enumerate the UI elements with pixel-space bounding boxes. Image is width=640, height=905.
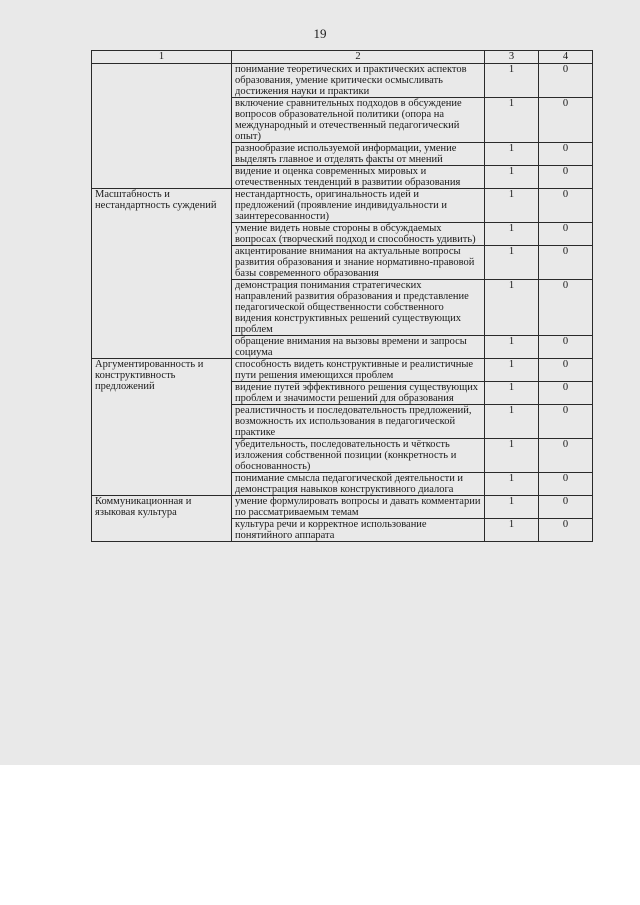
- score-min-cell: 0: [539, 439, 593, 473]
- score-max-cell: 1: [485, 280, 539, 336]
- score-min-cell: 0: [539, 519, 593, 542]
- column-header: 3: [485, 51, 539, 64]
- indicator-cell: видение и оценка современных мировых и отечественных тенденций в развитии образования: [232, 166, 485, 189]
- score-max-cell: 1: [485, 382, 539, 405]
- score-max-cell: 1: [485, 439, 539, 473]
- score-min-cell: 0: [539, 246, 593, 280]
- score-max-cell: 1: [485, 519, 539, 542]
- score-min-cell: 0: [539, 496, 593, 519]
- table-row: [92, 496, 593, 519]
- indicator-cell: реалистичность и последовательность предложений, возможность их использования в педагогической практике: [232, 405, 485, 439]
- score-min-cell: 0: [539, 382, 593, 405]
- score-max-cell: 1: [485, 98, 539, 143]
- score-max-cell: 1: [485, 473, 539, 496]
- score-max-cell: 1: [485, 405, 539, 439]
- indicator-cell: видение путей эффективного решения существующих проблем и значимости решений для образования: [232, 382, 485, 405]
- column-header: 1: [92, 51, 232, 64]
- column-header: 4: [539, 51, 593, 64]
- score-min-cell: 0: [539, 405, 593, 439]
- indicator-cell: включение сравнительных подходов в обсуждение вопросов образовательной политики (опора на международный и отечественный педагогический опыт): [232, 98, 485, 143]
- score-min-cell: 0: [539, 280, 593, 336]
- indicator-cell: убедительность, последовательность и чёткость изложения собственной позиции (конкретность и обоснованность): [232, 439, 485, 473]
- score-max-cell: 1: [485, 336, 539, 359]
- score-max-cell: 1: [485, 223, 539, 246]
- score-max-cell: 1: [485, 496, 539, 519]
- table-row: [92, 359, 593, 382]
- indicator-cell: понимание смысла педагогической деятельности и демонстрация навыков конструктивного диалога: [232, 473, 485, 496]
- score-min-cell: 0: [539, 336, 593, 359]
- page-number: 19: [313, 26, 327, 41]
- indicator-cell: обращение внимания на вызовы времени и запросы социума: [232, 336, 485, 359]
- indicator-cell: способность видеть конструктивные и реалистичные пути решения имеющихся проблем: [232, 359, 485, 382]
- table-row: [92, 64, 593, 98]
- score-min-cell: 0: [539, 166, 593, 189]
- score-min-cell: 0: [539, 473, 593, 496]
- score-max-cell: 1: [485, 166, 539, 189]
- score-max-cell: 1: [485, 246, 539, 280]
- criterion-cell: [92, 64, 232, 189]
- score-min-cell: 0: [539, 143, 593, 166]
- indicator-cell: умение формулировать вопросы и давать комментарии по рассматриваемым темам: [232, 496, 485, 519]
- indicator-cell: демонстрация понимания стратегических направлений развития образования и представление педагогической общественности собственного видения конструктивных решений существующих проблем: [232, 280, 485, 336]
- criterion-cell: Аргументированность и конструктивность предложений: [92, 359, 232, 496]
- score-min-cell: 0: [539, 64, 593, 98]
- score-min-cell: 0: [539, 98, 593, 143]
- indicator-cell: культура речи и корректное использование понятийного аппарата: [232, 519, 485, 542]
- column-header: 2: [232, 51, 485, 64]
- table-header-row: [92, 51, 593, 64]
- table-row: [92, 189, 593, 223]
- score-min-cell: 0: [539, 223, 593, 246]
- score-max-cell: 1: [485, 189, 539, 223]
- table-body: [92, 64, 593, 542]
- score-min-cell: 0: [539, 359, 593, 382]
- criteria-table: [91, 50, 593, 542]
- score-max-cell: 1: [485, 143, 539, 166]
- score-max-cell: 1: [485, 359, 539, 382]
- indicator-cell: понимание теоретических и практических аспектов образования, умение критически осмысливать достижения науки и практики: [232, 64, 485, 98]
- indicator-cell: разнообразие используемой информации, умение выделять главное и отделять факты от мнений: [232, 143, 485, 166]
- score-max-cell: 1: [485, 64, 539, 98]
- indicator-cell: умение видеть новые стороны в обсуждаемых вопросах (творческий подход и способность удивить): [232, 223, 485, 246]
- score-min-cell: 0: [539, 189, 593, 223]
- indicator-cell: акцентирование внимания на актуальные вопросы развития образования и знание нормативно-правовой базы современного образования: [232, 246, 485, 280]
- criterion-cell: Масштабность и нестандартность суждений: [92, 189, 232, 359]
- criterion-cell: Коммуникационная и языковая культура: [92, 496, 232, 542]
- indicator-cell: нестандартность, оригинальность идей и предложений (проявление индивидуальности и заинтересованности): [232, 189, 485, 223]
